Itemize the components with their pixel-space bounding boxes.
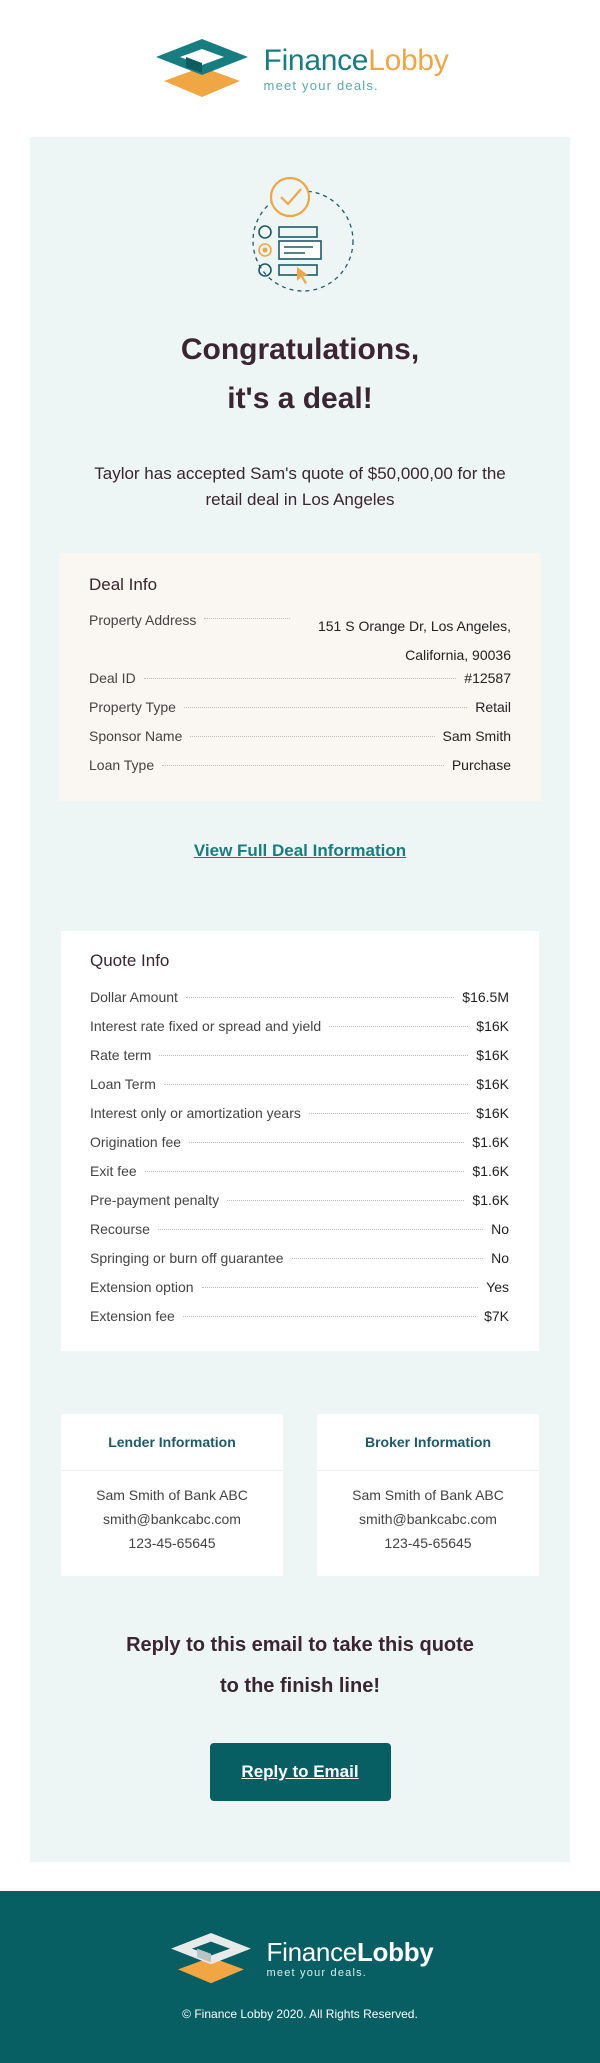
dotted-leader — [183, 1316, 476, 1317]
dotted-leader — [329, 1026, 468, 1027]
deal-info-title: Deal Info — [89, 575, 158, 594]
email-footer — [0, 1891, 600, 2063]
row-label: Extension fee — [90, 1308, 175, 1324]
quote-row — [90, 1250, 509, 1279]
row-label: Interest rate fixed or spread and yield — [90, 1018, 322, 1034]
lender-info-title: Lender Information — [61, 1414, 283, 1471]
quote-row — [90, 1134, 509, 1163]
dotted-leader — [186, 997, 454, 998]
row-label: Sponsor Name — [89, 728, 183, 744]
financelobby-logo[interactable] — [152, 39, 449, 99]
email-header — [0, 0, 600, 137]
quote-row — [90, 1047, 509, 1076]
logo-wordmark — [263, 43, 449, 77]
dotted-leader — [162, 765, 444, 766]
deal-info-row-loan-type — [89, 757, 511, 786]
broker-phone[interactable]: 123-45-65645 — [384, 1535, 472, 1551]
row-value: $16K — [476, 1018, 509, 1034]
row-label: Property Type — [89, 699, 176, 715]
cta-line2: to the finish line! — [220, 1675, 380, 1697]
dotted-leader — [309, 1113, 468, 1114]
contact-info-section — [61, 1414, 539, 1576]
hero-illustration — [59, 175, 541, 297]
footer-logo-tagline: meet your deals. — [266, 1967, 368, 1979]
row-value: $16K — [476, 1105, 509, 1121]
row-value: Yes — [486, 1279, 509, 1295]
deal-info-row-deal-id — [89, 670, 511, 699]
row-label: Springing or burn off guarantee — [90, 1250, 284, 1266]
row-value: #12587 — [464, 670, 511, 686]
row-value: No — [491, 1250, 509, 1266]
quote-row — [90, 1279, 509, 1308]
row-value: 151 S Orange Dr, Los Angeles, California, 90036 — [317, 618, 511, 663]
logo-mark-icon — [167, 1933, 255, 1985]
row-value: $1.6K — [472, 1192, 509, 1208]
dotted-leader — [292, 1258, 484, 1259]
deal-info-row-sponsor — [89, 728, 511, 757]
quote-row — [90, 1221, 509, 1250]
row-label: Extension option — [90, 1279, 194, 1295]
broker-info-title: Broker Information — [317, 1414, 539, 1471]
deal-info-row-address — [89, 612, 511, 670]
broker-email[interactable]: smith@bankcabc.com — [359, 1511, 497, 1527]
dotted-leader — [190, 736, 434, 737]
deal-info-panel — [59, 553, 541, 801]
footer-logo-wordmark — [267, 1939, 434, 1965]
logo-mark-icon — [152, 39, 252, 99]
row-label: Deal ID — [89, 670, 136, 686]
view-full-deal-link[interactable]: View Full Deal Information — [193, 841, 407, 860]
quote-row — [90, 989, 509, 1018]
row-value: $16K — [476, 1076, 509, 1092]
quote-row — [90, 1308, 509, 1337]
quote-info-title: Quote Info — [90, 951, 170, 970]
approved-checklist-icon — [245, 175, 355, 297]
dotted-leader — [158, 1229, 483, 1230]
quote-row — [90, 1192, 509, 1221]
main-card — [30, 137, 570, 1862]
lender-name: Sam Smith of Bank ABC — [96, 1487, 248, 1503]
row-label: Loan Term — [90, 1076, 156, 1092]
dotted-leader — [202, 1287, 479, 1288]
dotted-leader — [145, 1171, 465, 1172]
row-label: Origination fee — [90, 1134, 182, 1150]
headline-line1: Congratulations, — [180, 333, 420, 366]
lender-info-card — [61, 1414, 283, 1576]
row-value: Purchase — [451, 757, 511, 773]
row-value: $16K — [476, 1047, 509, 1063]
dotted-leader — [227, 1200, 464, 1201]
dotted-leader — [184, 707, 467, 708]
row-label: Property Address — [89, 612, 197, 628]
row-label: Interest only or amortization years — [90, 1105, 301, 1121]
dotted-leader — [189, 1142, 464, 1143]
row-label: Pre-payment penalty — [90, 1192, 220, 1208]
quote-info-panel — [61, 931, 539, 1351]
copyright-text: © Finance Lobby 2020. All Rights Reserved. — [182, 2007, 418, 2021]
lender-phone[interactable]: 123-45-65645 — [128, 1535, 216, 1551]
footer-logo[interactable] — [167, 1933, 434, 1985]
logo-word-finance: Finance — [266, 1937, 357, 1967]
row-value: No — [491, 1221, 509, 1237]
headline-line2: it's a deal! — [227, 382, 373, 415]
row-value: Sam Smith — [442, 728, 511, 744]
quote-row — [90, 1105, 509, 1134]
logo-word-lobby: Lobby — [356, 1937, 434, 1967]
quote-row — [90, 1076, 509, 1105]
row-value: $1.6K — [472, 1134, 509, 1150]
cta-line1: Reply to this email to take this quote — [126, 1634, 474, 1656]
accepted-quote-message: Taylor has accepted Sam's quote of $50,000,00 for the retail deal in Los Angeles — [94, 464, 506, 509]
lender-email[interactable]: smith@bankcabc.com — [103, 1511, 241, 1527]
cta-message — [59, 1625, 541, 1707]
row-label: Dollar Amount — [90, 989, 178, 1005]
logo-word-lobby: Lobby — [368, 43, 449, 77]
quote-row — [90, 1018, 509, 1047]
row-label: Recourse — [90, 1221, 150, 1237]
congrats-headline — [59, 325, 541, 423]
row-value: $1.6K — [472, 1163, 509, 1179]
dotted-leader — [144, 678, 457, 679]
row-value: Retail — [475, 699, 511, 715]
row-label: Loan Type — [89, 757, 155, 773]
broker-info-card — [317, 1414, 539, 1576]
dotted-leader — [159, 1055, 468, 1056]
dotted-leader — [204, 618, 290, 619]
dotted-leader — [164, 1084, 468, 1085]
deal-info-row-property-type — [89, 699, 511, 728]
reply-to-email-button[interactable]: Reply to Email — [210, 1743, 391, 1801]
logo-word-finance: Finance — [263, 43, 369, 77]
broker-name: Sam Smith of Bank ABC — [352, 1487, 504, 1503]
row-label: Exit fee — [90, 1163, 137, 1179]
row-label: Rate term — [90, 1047, 152, 1063]
row-value: $7K — [484, 1308, 509, 1324]
logo-tagline: meet your deals. — [263, 77, 379, 93]
row-value: $16.5M — [462, 989, 509, 1005]
quote-row — [90, 1163, 509, 1192]
